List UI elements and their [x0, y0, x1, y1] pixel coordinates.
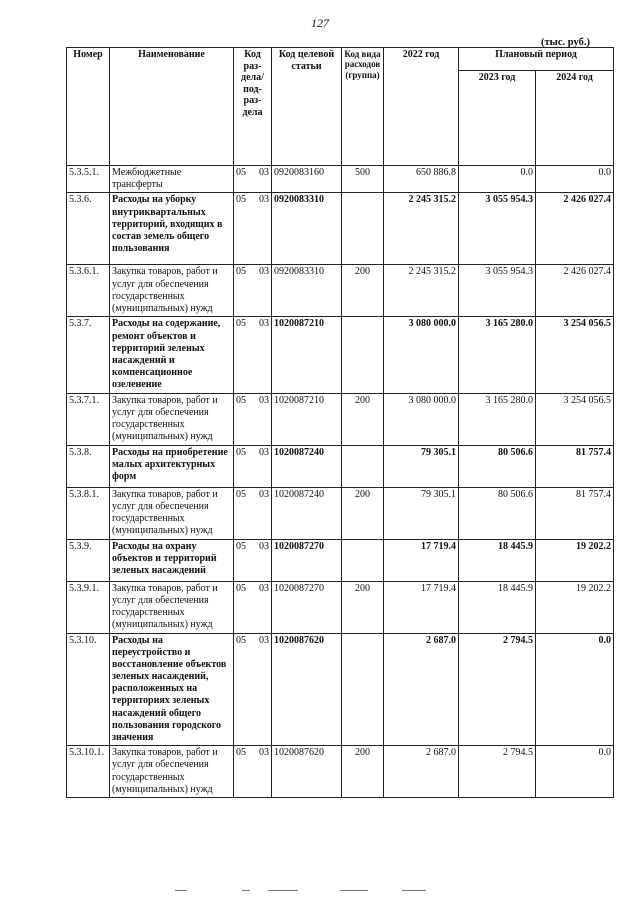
row-target-code: 1020087270 [272, 581, 342, 633]
row-amount-2022: 2 687.0 [384, 746, 459, 798]
header-name: Наименование [110, 48, 234, 166]
row-amount-2024: 0.0 [536, 746, 614, 798]
row-subsection: 03 [259, 582, 269, 594]
table-row [67, 539, 614, 581]
row-amount-2024: 2 426 027.4 [536, 265, 614, 317]
row-section: 05 [236, 540, 246, 552]
row-amount-2023: 80 506.6 [459, 445, 536, 487]
row-expense-code: 500 [342, 166, 384, 193]
row-amount-2022: 17 719.4 [384, 539, 459, 581]
table-row [67, 746, 614, 798]
header-section-code: Код раз-дела/ под-раз-дела [234, 48, 272, 166]
row-section-code [234, 487, 272, 539]
row-section: 05 [236, 394, 246, 406]
table-row [67, 166, 614, 193]
row-name: Межбюджетные трансферты [110, 166, 234, 193]
row-section: 05 [236, 747, 246, 759]
row-subsection: 03 [259, 394, 269, 406]
row-amount-2022: 79 305.1 [384, 445, 459, 487]
row-amount-2023: 80 506.6 [459, 487, 536, 539]
row-amount-2022: 3 080 000.0 [384, 393, 459, 445]
row-amount-2024: 0.0 [536, 166, 614, 193]
row-expense-code: 200 [342, 581, 384, 633]
row-expense-code [342, 193, 384, 265]
row-section: 05 [236, 318, 246, 330]
row-section: 05 [236, 446, 246, 458]
row-amount-2023: 18 445.9 [459, 539, 536, 581]
row-amount-2022: 3 080 000.0 [384, 317, 459, 393]
table-row [67, 445, 614, 487]
header-target-code: Код целевой статьи [272, 48, 342, 166]
row-name: Расходы на уборку внутриквартальных территорий, входящих в состав земель общего пользования [110, 193, 234, 265]
row-amount-2023: 3 165 280.0 [459, 317, 536, 393]
row-expense-code: 200 [342, 746, 384, 798]
table-row [67, 317, 614, 393]
row-amount-2024: 19 202.2 [536, 539, 614, 581]
row-name: Закупка товаров, работ и услуг для обеспечения государственных (муниципальных) нужд [110, 581, 234, 633]
row-target-code: 0920083310 [272, 193, 342, 265]
row-section: 05 [236, 634, 246, 646]
row-name: Закупка товаров, работ и услуг для обеспечения государственных (муниципальных) нужд [110, 746, 234, 798]
row-amount-2024: 19 202.2 [536, 581, 614, 633]
row-section-code [234, 166, 272, 193]
row-amount-2022: 650 886.8 [384, 166, 459, 193]
table-row [67, 581, 614, 633]
row-section-code [234, 393, 272, 445]
row-amount-2024: 81 757.4 [536, 445, 614, 487]
row-amount-2023: 3 165 280.0 [459, 393, 536, 445]
row-subsection: 03 [259, 747, 269, 759]
row-number: 5.3.7. [67, 317, 110, 393]
header-number: Номер [67, 48, 110, 166]
row-name: Расходы на переустройство и восстановление объектов зеленых насаждений, расположенных на территориях зеленых насаждений общего пользования городского значения [110, 633, 234, 746]
row-target-code: 1020087620 [272, 746, 342, 798]
row-subsection: 03 [259, 194, 269, 206]
row-section: 05 [236, 167, 246, 178]
row-number: 5.3.6.1. [67, 265, 110, 317]
row-section-code [234, 193, 272, 265]
row-amount-2023: 3 055 954.3 [459, 265, 536, 317]
row-amount-2023: 3 055 954.3 [459, 193, 536, 265]
row-amount-2024: 3 254 056.5 [536, 393, 614, 445]
row-expense-code: 200 [342, 393, 384, 445]
table-row [67, 193, 614, 265]
units-label: (тыс. руб.) [541, 37, 590, 48]
header-2022: 2022 год [384, 48, 459, 166]
row-amount-2022: 17 719.4 [384, 581, 459, 633]
header-2024: 2024 год [536, 71, 614, 166]
row-amount-2024: 0.0 [536, 633, 614, 746]
row-expense-code [342, 317, 384, 393]
row-name: Расходы на приобретение малых архитектурных форм [110, 445, 234, 487]
row-section: 05 [236, 488, 246, 500]
row-target-code: 0920083310 [272, 265, 342, 317]
row-amount-2024: 81 757.4 [536, 487, 614, 539]
table-body [67, 166, 614, 798]
row-number: 5.3.6. [67, 193, 110, 265]
table-row [67, 393, 614, 445]
row-section-code [234, 317, 272, 393]
row-target-code: 1020087620 [272, 633, 342, 746]
row-amount-2024: 3 254 056.5 [536, 317, 614, 393]
row-expense-code: 200 [342, 487, 384, 539]
row-number: 5.3.8. [67, 445, 110, 487]
row-target-code: 1020087240 [272, 445, 342, 487]
row-amount-2022: 2 245 315.2 [384, 193, 459, 265]
row-section-code [234, 539, 272, 581]
row-expense-code [342, 539, 384, 581]
row-number: 5.3.5.1. [67, 166, 110, 193]
row-amount-2022: 79 305.1 [384, 487, 459, 539]
budget-table [66, 47, 614, 798]
header-planned-period: Плановый период [459, 48, 614, 71]
table-row [67, 633, 614, 746]
row-subsection: 03 [259, 167, 269, 178]
row-section: 05 [236, 266, 246, 278]
row-subsection: 03 [259, 318, 269, 330]
row-section: 05 [236, 582, 246, 594]
row-amount-2023: 18 445.9 [459, 581, 536, 633]
row-number: 5.3.8.1. [67, 487, 110, 539]
row-expense-code [342, 445, 384, 487]
row-target-code: 1020087210 [272, 393, 342, 445]
page-number: 127 [311, 16, 329, 30]
row-expense-code [342, 633, 384, 746]
row-target-code: 1020087210 [272, 317, 342, 393]
row-target-code: 1020087240 [272, 487, 342, 539]
row-section-code [234, 581, 272, 633]
row-name: Закупка товаров, работ и услуг для обеспечения государственных (муниципальных) нужд [110, 265, 234, 317]
row-name: Закупка товаров, работ и услуг для обеспечения государственных (муниципальных) нужд [110, 393, 234, 445]
row-name: Закупка товаров, работ и услуг для обеспечения государственных (муниципальных) нужд [110, 487, 234, 539]
header-2023: 2023 год [459, 71, 536, 166]
row-number: 5.3.10. [67, 633, 110, 746]
row-section-code [234, 746, 272, 798]
row-number: 5.3.7.1. [67, 393, 110, 445]
table-row [67, 487, 614, 539]
row-number: 5.3.9.1. [67, 581, 110, 633]
row-number: 5.3.10.1. [67, 746, 110, 798]
row-subsection: 03 [259, 266, 269, 278]
row-section-code [234, 445, 272, 487]
row-name: Расходы на охрану объектов и территорий зеленых насаждений [110, 539, 234, 581]
row-subsection: 03 [259, 446, 269, 458]
row-subsection: 03 [259, 540, 269, 552]
row-amount-2024: 2 426 027.4 [536, 193, 614, 265]
row-amount-2023: 2 794.5 [459, 633, 536, 746]
row-section-code [234, 633, 272, 746]
row-expense-code: 200 [342, 265, 384, 317]
scan-marks [0, 890, 640, 900]
table-row [67, 265, 614, 317]
row-section: 05 [236, 194, 246, 206]
row-amount-2022: 2 245 315.2 [384, 265, 459, 317]
row-amount-2023: 0.0 [459, 166, 536, 193]
row-target-code: 0920083160 [272, 166, 342, 193]
row-name: Расходы на содержание, ремонт объектов и территорий зеленых насаждений и компенсационное озеленение [110, 317, 234, 393]
header-expense-code: Код вида расходов (группа) [342, 48, 384, 166]
row-subsection: 03 [259, 634, 269, 646]
row-section-code [234, 265, 272, 317]
row-target-code: 1020087270 [272, 539, 342, 581]
row-amount-2022: 2 687.0 [384, 633, 459, 746]
row-number: 5.3.9. [67, 539, 110, 581]
row-amount-2023: 2 794.5 [459, 746, 536, 798]
row-subsection: 03 [259, 488, 269, 500]
